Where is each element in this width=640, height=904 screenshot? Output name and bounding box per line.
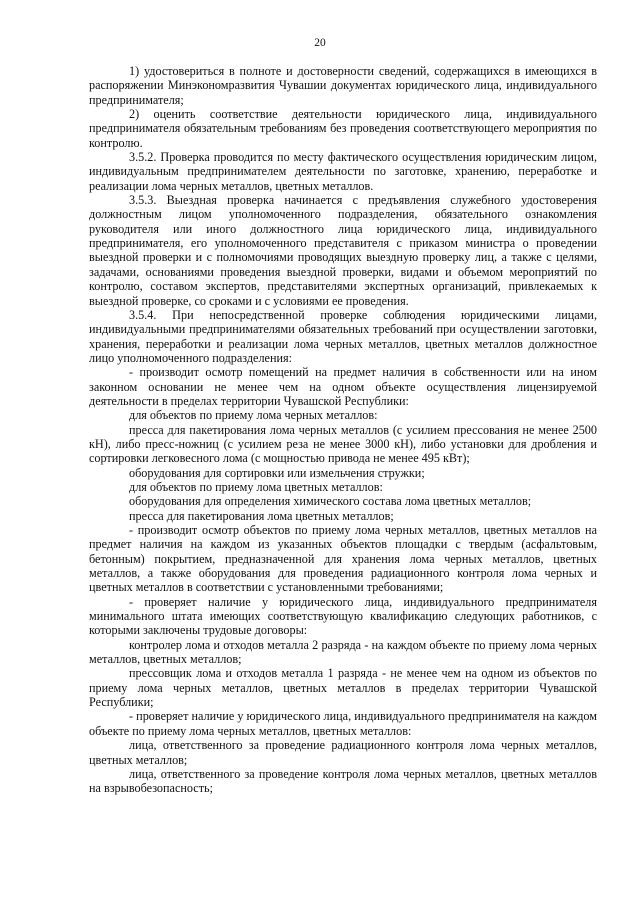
paragraph-19: лица, ответственного за проведение контроля лома черных металлов, цветных металлов на взрывобезопасность; bbox=[89, 766, 597, 796]
paragraph-1: 1) удостовериться в полноте и достоверности сведений, содержащихся в имеющихся в распоряжении Минэкономразвития Чувашии документах юридического лица, индивидуального предпринимателя; bbox=[89, 64, 597, 107]
body-text bbox=[89, 64, 597, 796]
paragraph-16: прессовщик лома и отходов металла 1 разряда - не менее чем на одном из объектов по приему лома черных металлов, цветных металлов в пределах территории Чувашской Республики; bbox=[89, 666, 597, 710]
paragraph-7: для объектов по приему лома черных металлов: bbox=[129, 408, 378, 423]
paragraph-9: оборудования для сортировки или измельчения стружки; bbox=[129, 465, 425, 480]
paragraph-13: - производит осмотр объектов по приему лома черных металлов, цветных металлов на предмет наличия на каждом из указанных объектов площадки с твердым (асфальтовым, бетонным) покрытием, предназначенной для хранения лома черных металлов, цветных металлов, а также оборудования для проведения радиационного контроля лома черных и цветных металлов в соответствии с установленными требованиями; bbox=[89, 523, 597, 595]
paragraph-12: пресса для пакетирования лома цветных металлов; bbox=[129, 508, 394, 523]
paragraph-4: 3.5.3. Выездная проверка начинается с предъявления служебного удостоверения должностным лицом уполномоченного подразделения, обязательного ознакомления руководителя или иного должностного лица юридического лица, индивидуального предпринимателя, его уполномоченного представителя с приказом министра о проведении выездной проверки и с полномочиями проводящих выездную проверку лиц, а также с целями, задачами, основаниями проведения выездной проверки, видами и объемом мероприятий по контролю, составом экспертов, представителями экспертных организаций, привлекаемых к выездной проверке, со сроками и с условиями ее проведения. bbox=[89, 193, 597, 308]
paragraph-18: лица, ответственного за проведение радиационного контроля лома черных металлов, цветных металлов; bbox=[89, 738, 597, 767]
paragraph-14: - проверяет наличие у юридического лица, индивидуального предпринимателя минимального штата имеющих соответствующую квалификацию следующих работников, с которыми заключены трудовые договоры: bbox=[89, 594, 597, 638]
paragraph-8: пресса для пакетирования лома черных металлов (с усилием прессования не менее 2500 кН), либо пресс-ножниц (с усилием реза не менее 3000 кН), либо установки для дробления и сортировки легковесного лома (с мощностью привода не менее 495 кВт); bbox=[89, 422, 597, 466]
paragraph-3: 3.5.2. Проверка проводится по месту фактического осуществления юридическим лицом, индивидуальным предпринимателем деятельности по заготовке, хранению, переработке и реализации лома черных металлов, цветных металлов. bbox=[89, 150, 597, 193]
paragraph-6: - производит осмотр помещений на предмет наличия в собственности или на ином законном основании не менее чем на одном объекте осуществления лицензируемой деятельности в пределах территории Чувашской Республики: bbox=[89, 365, 597, 408]
paragraph-2: 2) оценить соответствие деятельности юридического лица, индивидуального предпринимателя обязательным требованиям без проведения соответствующего мероприятия по контролю. bbox=[89, 107, 597, 150]
page-number: 20 bbox=[314, 37, 326, 49]
paragraph-11: оборудования для определения химического состава лома цветных металлов; bbox=[129, 494, 532, 509]
paragraph-15: контролер лома и отходов металла 2 разряда - на каждом объекте по приему лома черных металлов, цветных металлов; bbox=[89, 637, 597, 667]
paragraph-17: - проверяет наличие у юридического лица, индивидуального предпринимателя на каждом объекте по приему лома черных металлов, цветных металлов: bbox=[89, 709, 597, 738]
paragraph-5: 3.5.4. При непосредственной проверке соблюдения юридическими лицами, индивидуальными предпринимателями обязательных требований при осуществлении заготовки, хранения, переработки и реализации лома черных металлов, цветных металлов должностное лицо уполномоченного подразделения: bbox=[89, 307, 597, 365]
paragraph-10: для объектов по приему лома цветных металлов: bbox=[129, 479, 383, 494]
